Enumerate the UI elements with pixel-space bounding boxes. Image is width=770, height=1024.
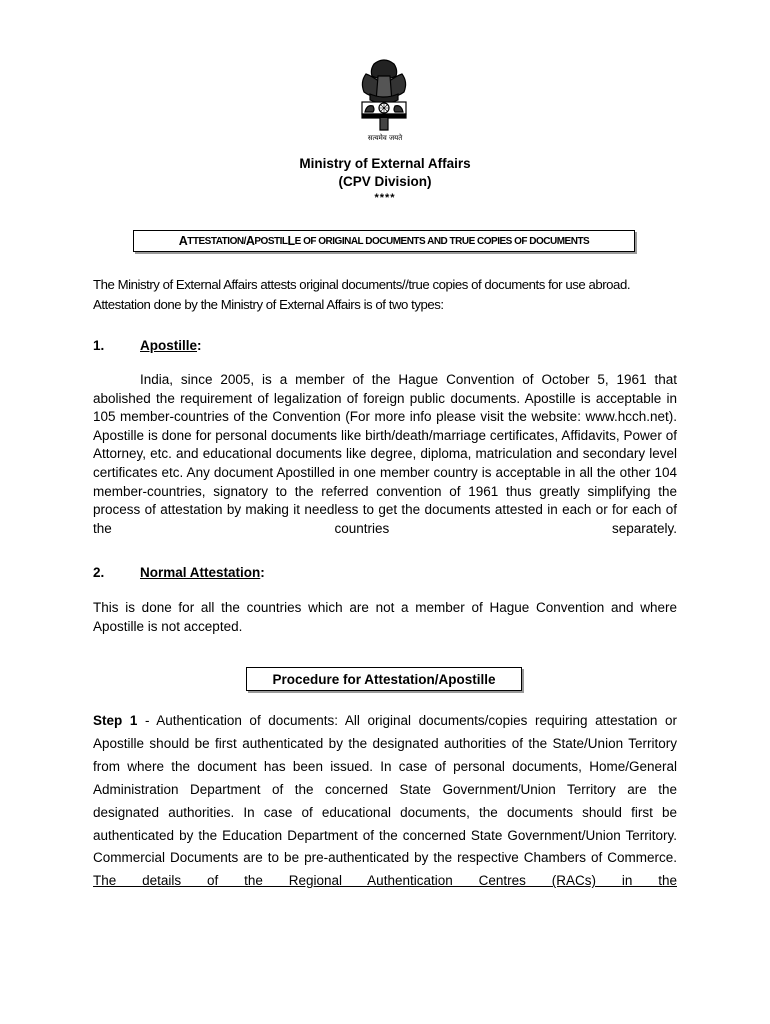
section-title: Normal Attestation — [140, 565, 261, 580]
section-colon: : — [197, 338, 202, 353]
document-title-box — [133, 230, 635, 252]
step1-paragraph — [93, 710, 677, 893]
section-title: Apostille — [140, 338, 198, 353]
title-part: A — [178, 234, 188, 248]
section-number: 2. — [93, 565, 105, 580]
header-separator: **** — [374, 192, 396, 204]
section-number: 1. — [93, 338, 105, 353]
section-colon: : — [260, 565, 265, 580]
title-part: A — [245, 234, 255, 248]
section-heading-normal-attestation — [93, 565, 265, 580]
ministry-title: Ministry of External Affairs — [299, 156, 471, 171]
emblem-motto: सत्यमेव जयते — [367, 134, 403, 142]
step-body: - Authentication of documents: All original documents/copies requiring attestation or Apostille should be first authenticated by the designated authorities of the State/Union Territory from where the document has been issued. In case of personal documents, Home/General Administration Department of the concerned State Government/Union Territory are the designated authorities. In case of educational documents, the documents should first be authenticated by the Education Department of the concerned State Government/Union Territory. Commercial Documents are to be pre-authenticated by the respective Chambers of Commerce. — [93, 713, 677, 866]
national-emblem-icon — [352, 54, 416, 134]
section-heading-apostille — [93, 338, 202, 353]
title-part: E OF ORIGINAL DOCUMENTS AND TRUE COPIES OF DOCUMENTS — [294, 235, 590, 247]
normal-attestation-paragraph: This is done for all the countries which are not a member of Hague Convention and where Apostille is not accepted. — [93, 600, 677, 634]
rac-details-text: The details of the Regional Authentication Centres (RACs) in the — [93, 873, 677, 889]
procedure-title-box: Procedure for Attestation/Apostille — [246, 667, 522, 691]
division-title: (CPV Division) — [338, 174, 432, 189]
apostille-paragraph: India, since 2005, is a member of the Hague Convention of October 5, 1961 that abolished the requirement of legalization of foreign public documents. Apostille is acceptable in 105 member-countries of the Convention (For more info please visit the website: www.hcch.net). Apostille is done for personal documents like birth/death/marriage certificates, Affidavits, Power of Attorney, etc. and educational documents like degree, diploma, matriculation and secondary level certificates etc. Any document Apostilled in one member country is acceptable in all the other 104 member-countries, signatory to the referred convention of 1961 thus greatly simplifying the process of attestation by making it needless to get the documents attested in each or for each of the countries separately. — [93, 372, 677, 536]
intro-paragraph: The Ministry of External Affairs attests original documents//true copies of documents for use abroad. Attestation done by the Ministry of External Affairs is of two types: — [93, 277, 631, 312]
title-part: POSTIL — [254, 235, 288, 247]
step-label: Step 1 — [93, 713, 138, 728]
title-part: L — [287, 234, 295, 248]
title-part: TTESTATION/ — [187, 235, 246, 247]
